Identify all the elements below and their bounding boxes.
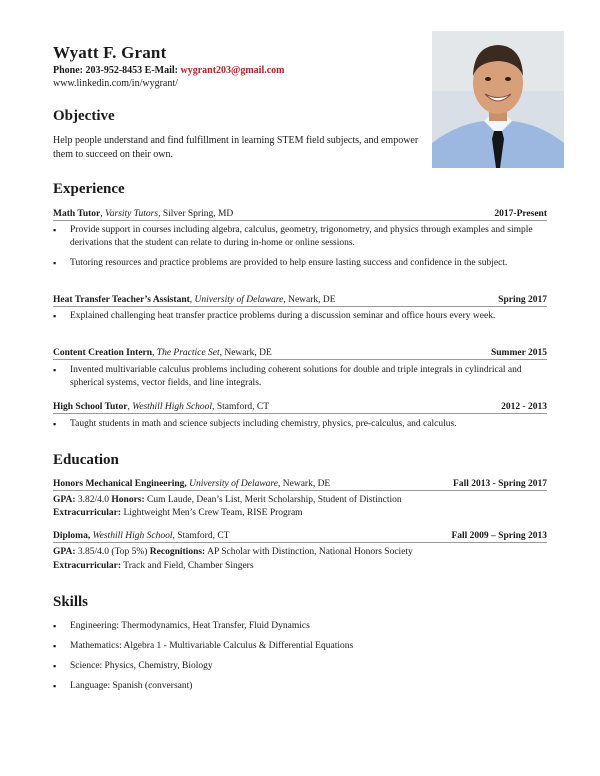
education-heading: Education [53, 452, 119, 468]
job-date: 2017-Present [494, 209, 547, 219]
extracurricular-label: Extracurricular: [53, 508, 122, 518]
school-degree: Diploma, [53, 531, 91, 541]
skill-item: ▪ Engineering: Thermodynamics, Heat Transfer, Fluid Dynamics [53, 620, 547, 633]
job-location: , Newark, DE [219, 348, 272, 358]
job-location: , Stamford, CT [212, 402, 270, 412]
phone-label: Phone: [53, 65, 83, 76]
job-header: Content Creation Intern, The Practice Set, Newark, DE Summer 2015 [53, 348, 547, 358]
gpa-label: GPA: [53, 495, 76, 505]
bullet-item: ▪ Explained challenging heat transfer practice problems during a discussion seminar and office hours every week. [53, 310, 547, 323]
gpa-value: 3.82/4.0 [77, 495, 110, 505]
school-degree: Honors Mechanical Engineering, [53, 479, 187, 489]
job-header: Math Tutor, Varsity Tutors, Silver Spring, MD 2017-Present [53, 209, 547, 219]
email-label: E-Mail: [144, 65, 178, 76]
job-bullets [53, 224, 547, 277]
contact-block [53, 64, 285, 90]
gpa-value: 3.85/4.0 (Top 5%) [77, 547, 148, 557]
bullet-item: ▪ Provide support in courses including algebra, calculus, geometry, trigonometry, and physics through examples and simple derivations that the student can relate to during in-home or online sessions. [53, 224, 547, 250]
honors-value: AP Scholar with Distinction, National Honors Society [207, 547, 413, 557]
profile-photo [432, 31, 564, 168]
school-location: , Newark, DE [278, 479, 331, 489]
experience-heading: Experience [53, 181, 125, 197]
job-date: 2012 - 2013 [501, 402, 547, 412]
skills-list [53, 620, 547, 700]
job-org: Westhill High School [132, 402, 213, 412]
school-extracurricular-line [53, 560, 547, 573]
extracurricular-value: Lightweight Men’s Crew Team, RISE Program [123, 508, 303, 518]
school-header [53, 478, 547, 491]
objective-heading: Objective [53, 108, 115, 124]
school-date: Fall 2009 – Spring 2013 [451, 531, 547, 541]
school-org: Westhill High School [92, 531, 173, 541]
skills-heading: Skills [53, 594, 89, 610]
objective-text: Help people understand and find fulfillment in learning STEM field subjects, and empower them to succeed on their own. [53, 135, 419, 160]
job-date: Summer 2015 [490, 348, 547, 358]
job-title: Heat Transfer Teacher’s Assistant [53, 295, 190, 305]
extracurricular-value: Track and Field, Chamber Singers [123, 561, 254, 571]
bullet-item: ▪ Tutoring resources and practice problems are provided to help ensure lasting success and confidence in the subject. [53, 257, 547, 270]
school-header [53, 530, 547, 543]
school-date: Fall 2013 - Spring 2017 [453, 479, 547, 489]
job-location: , Newark, DE [283, 295, 336, 305]
job-title: Math Tutor [53, 209, 101, 219]
job-title: Content Creation Intern [53, 348, 153, 358]
school-extracurricular-line [53, 507, 547, 520]
phone-number: 203-952-8453 [85, 65, 143, 76]
honors-label: Recognitions: [149, 547, 206, 557]
job-date: Spring 2017 [498, 295, 547, 305]
email-link[interactable]: wygrant203@gmail.com [180, 65, 285, 76]
school-gpa-line [53, 494, 547, 507]
bullet-item: ▪ Invented multivariable calculus problems including coherent solutions for double and triple integrals in cylindrical and spherical systems, vector fields, and line integrals. [53, 364, 547, 390]
honors-label: Honors: [111, 495, 145, 505]
honors-value: Cum Laude, Dean’s List, Merit Scholarship, Student of Distinction [147, 495, 402, 505]
job-org: The Practice Set [156, 348, 220, 358]
skill-item: ▪ Mathematics: Algebra 1 - Multivariable Calculus & Differential Equations [53, 640, 547, 653]
job-bullets [53, 418, 547, 438]
school-org: University of Delaware [189, 479, 278, 489]
extracurricular-label: Extracurricular: [53, 561, 122, 571]
school-location: , Stamford, CT [172, 531, 230, 541]
job-header: High School Tutor, Westhill High School, Stamford, CT 2012 - 2013 [53, 402, 547, 412]
job-bullets [53, 310, 547, 330]
candidate-name: Wyatt F. Grant [53, 43, 167, 62]
skill-item: ▪ Science: Physics, Chemistry, Biology [53, 660, 547, 673]
job-org: Varsity Tutors [105, 209, 159, 219]
linkedin-link[interactable]: www.linkedin.com/in/wygrant/ [53, 78, 178, 89]
job-org: University of Delaware [194, 295, 284, 305]
job-bullets [53, 364, 547, 397]
gpa-label: GPA: [53, 547, 76, 557]
school-gpa-line [53, 546, 547, 559]
job-header: Heat Transfer Teacher’s Assistant, University of Delaware, Newark, DE Spring 2017 [53, 295, 547, 305]
profile-photo-illustration [432, 31, 564, 168]
job-location: , Silver Spring, MD [158, 209, 234, 219]
skill-item: ▪ Language: Spanish (conversant) [53, 680, 547, 693]
job-title: High School Tutor [53, 402, 128, 412]
bullet-item: ▪ Taught students in math and science subjects including chemistry, physics, pre-calculus, and calculus. [53, 418, 547, 431]
